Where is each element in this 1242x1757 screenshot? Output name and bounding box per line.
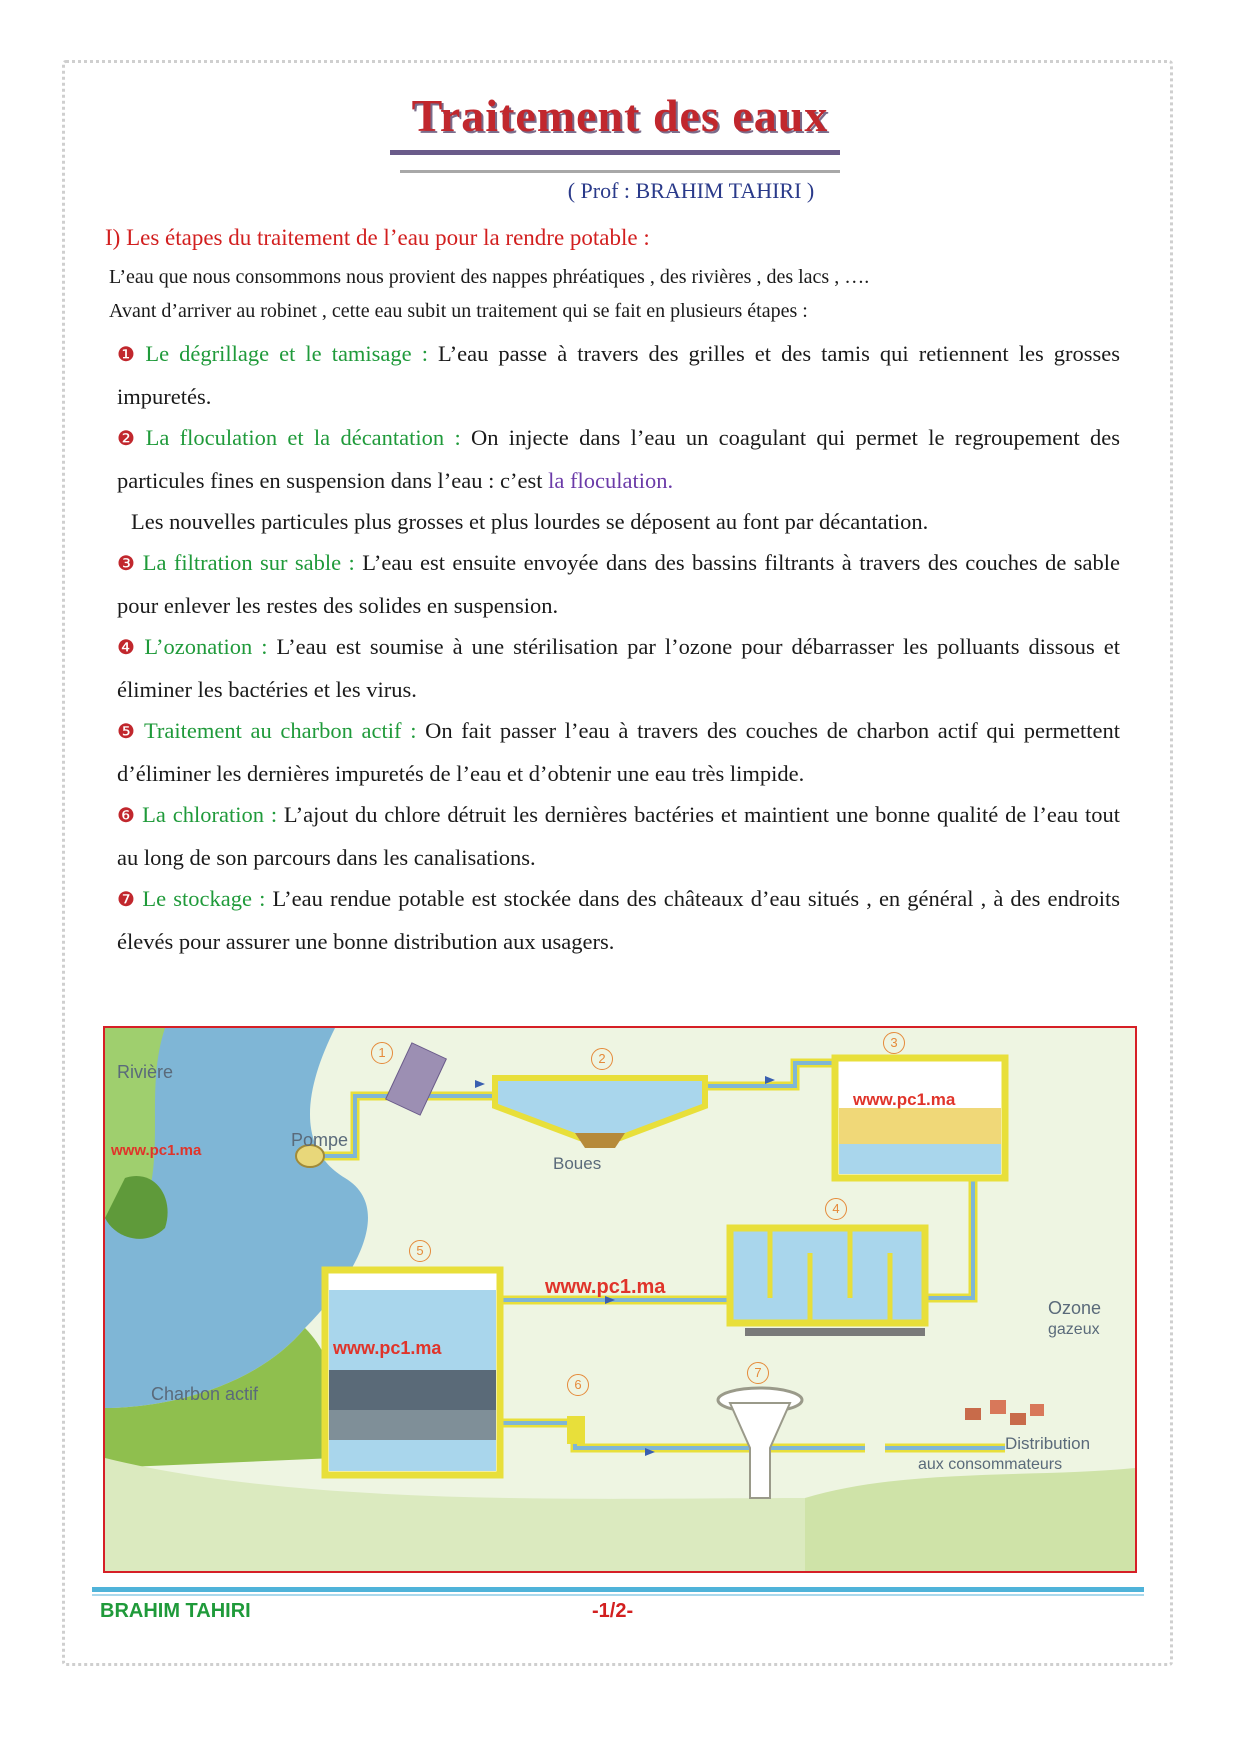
- step-heading: Le dégrillage et le tamisage :: [145, 341, 428, 366]
- step-heading: La filtration sur sable :: [142, 550, 355, 575]
- step-text: L’eau est soumise à une stérilisation par l’ozone pour débarrasser les polluants dissous et éliminer les bactéries et les virus.: [117, 634, 1120, 702]
- sand-layer: [839, 1108, 1001, 1144]
- treatment-diagram: [103, 1026, 1137, 1573]
- intro-line-2: Avant d’arriver au robinet , cette eau subit un traitement qui se fait en plusieurs étapes :: [109, 300, 808, 322]
- footer-author: BRAHIM TAHIRI: [100, 1600, 251, 1622]
- step-heading: Traitement au charbon actif :: [143, 718, 417, 743]
- step-number: ❸: [117, 553, 137, 575]
- charcoal-layer-2: [329, 1410, 496, 1440]
- step-text: L’ajout du chlore détruit les dernières bactéries et maintient une bonne qualité de l’eau tout au long de son parcours dans les canalisations.: [117, 802, 1120, 870]
- step-5: [117, 710, 1120, 794]
- step-heading: La chloration :: [142, 802, 278, 827]
- step-badge-4: 4: [825, 1198, 847, 1220]
- label-ozone: Ozone: [1048, 1298, 1102, 1318]
- step-2: [117, 417, 1120, 501]
- diagram-svg: [105, 1028, 1135, 1571]
- step-2-extra: Les nouvelles particules plus grosses et plus lourdes se déposent au font par décantation.: [131, 509, 929, 534]
- step-number: ❷: [117, 428, 140, 450]
- title-underline-secondary: [400, 170, 840, 173]
- step-heading: L’ozonation :: [144, 634, 268, 659]
- author-line: [0, 178, 1242, 204]
- chlorine-injector: [567, 1416, 585, 1444]
- step-badge-7: 7: [747, 1362, 769, 1384]
- step-heading: La floculation et la décantation :: [145, 425, 461, 450]
- label-charcoal: Charbon actif: [151, 1384, 259, 1404]
- step-badge-3: 3: [883, 1032, 905, 1054]
- title-underline: [390, 150, 840, 155]
- step-7: [117, 878, 1120, 962]
- sand-filter-water: [839, 1144, 1001, 1174]
- intro-line-1: L’eau que nous consommons nous provient des nappes phréatiques , des rivières , des lacs , ….: [109, 266, 870, 288]
- title-block: [395, 88, 845, 144]
- charcoal-water-bottom: [329, 1440, 496, 1471]
- watermark-4: www.pc1.ma: [333, 1338, 442, 1358]
- step-number: ❹: [117, 637, 139, 659]
- watermark-2: www.pc1.ma: [853, 1090, 956, 1109]
- step-badge-2: 2: [591, 1048, 613, 1070]
- step-text: L’eau rendue potable est stockée dans des châteaux d’eau situés , en général , à des endroits élevés pour assurer une bonne distribution aux usagers.: [117, 886, 1121, 954]
- label-river: Rivière: [117, 1062, 174, 1082]
- charcoal-layer: [329, 1370, 496, 1410]
- ozone-injector: [745, 1328, 925, 1336]
- step-1: [117, 333, 1120, 417]
- step-text: On fait passer l’eau à travers des couches de charbon actif qui permettent d’éliminer les dernières impuretés de l’eau et d’obtenir une eau très limpide.: [117, 718, 1120, 786]
- step-badge-5: 5: [409, 1240, 431, 1262]
- step-number: ❺: [117, 721, 138, 743]
- step-keyword: la floculation.: [548, 468, 674, 493]
- label-sludge: Boues: [553, 1154, 602, 1173]
- step-number: ❼: [117, 889, 137, 911]
- step-text: L’eau est ensuite envoyée dans des bassins filtrants à travers des couches de sable pour enlever les restes des solides en suspension.: [117, 550, 1120, 618]
- watermark-3: www.pc1.ma: [545, 1276, 666, 1298]
- label-pump: Pompe: [291, 1130, 349, 1150]
- footer-divider: [92, 1587, 1144, 1592]
- ozone-tank: [730, 1228, 925, 1323]
- author-text: ( Prof : BRAHIM TAHIRI ): [567, 178, 815, 203]
- step-4: [117, 626, 1120, 710]
- label-gazeux: gazeux: [1048, 1321, 1100, 1338]
- label-consumers: aux consommateurs: [918, 1456, 1063, 1473]
- watermark-1: www.pc1.ma: [111, 1142, 202, 1159]
- footer-divider-secondary: [92, 1594, 1144, 1596]
- section-title: I) Les étapes du traitement de l’eau pour la rendre potable :: [105, 225, 650, 250]
- step-text: L’eau passe à travers des grilles et des tamis qui retiennent les grosses impuretés.: [117, 341, 1120, 409]
- footer-page-number: -1/2-: [592, 1600, 634, 1622]
- step-6: [117, 794, 1120, 878]
- main-content: [105, 225, 1120, 962]
- label-distribution: Distribution: [1005, 1434, 1091, 1453]
- step-text: On injecte dans l’eau un coagulant qui permet le regroupement des particules fines en suspension dans l’eau : c’est: [117, 425, 1120, 493]
- step-badge-6: 6: [567, 1374, 589, 1396]
- step-number: ❻: [117, 805, 137, 827]
- step-3: [117, 542, 1120, 626]
- step-number: ❶: [117, 344, 140, 366]
- step-heading: Le stockage :: [142, 886, 266, 911]
- step-badge-1: 1: [371, 1042, 393, 1064]
- page-title: Traitement des eaux: [411, 90, 829, 141]
